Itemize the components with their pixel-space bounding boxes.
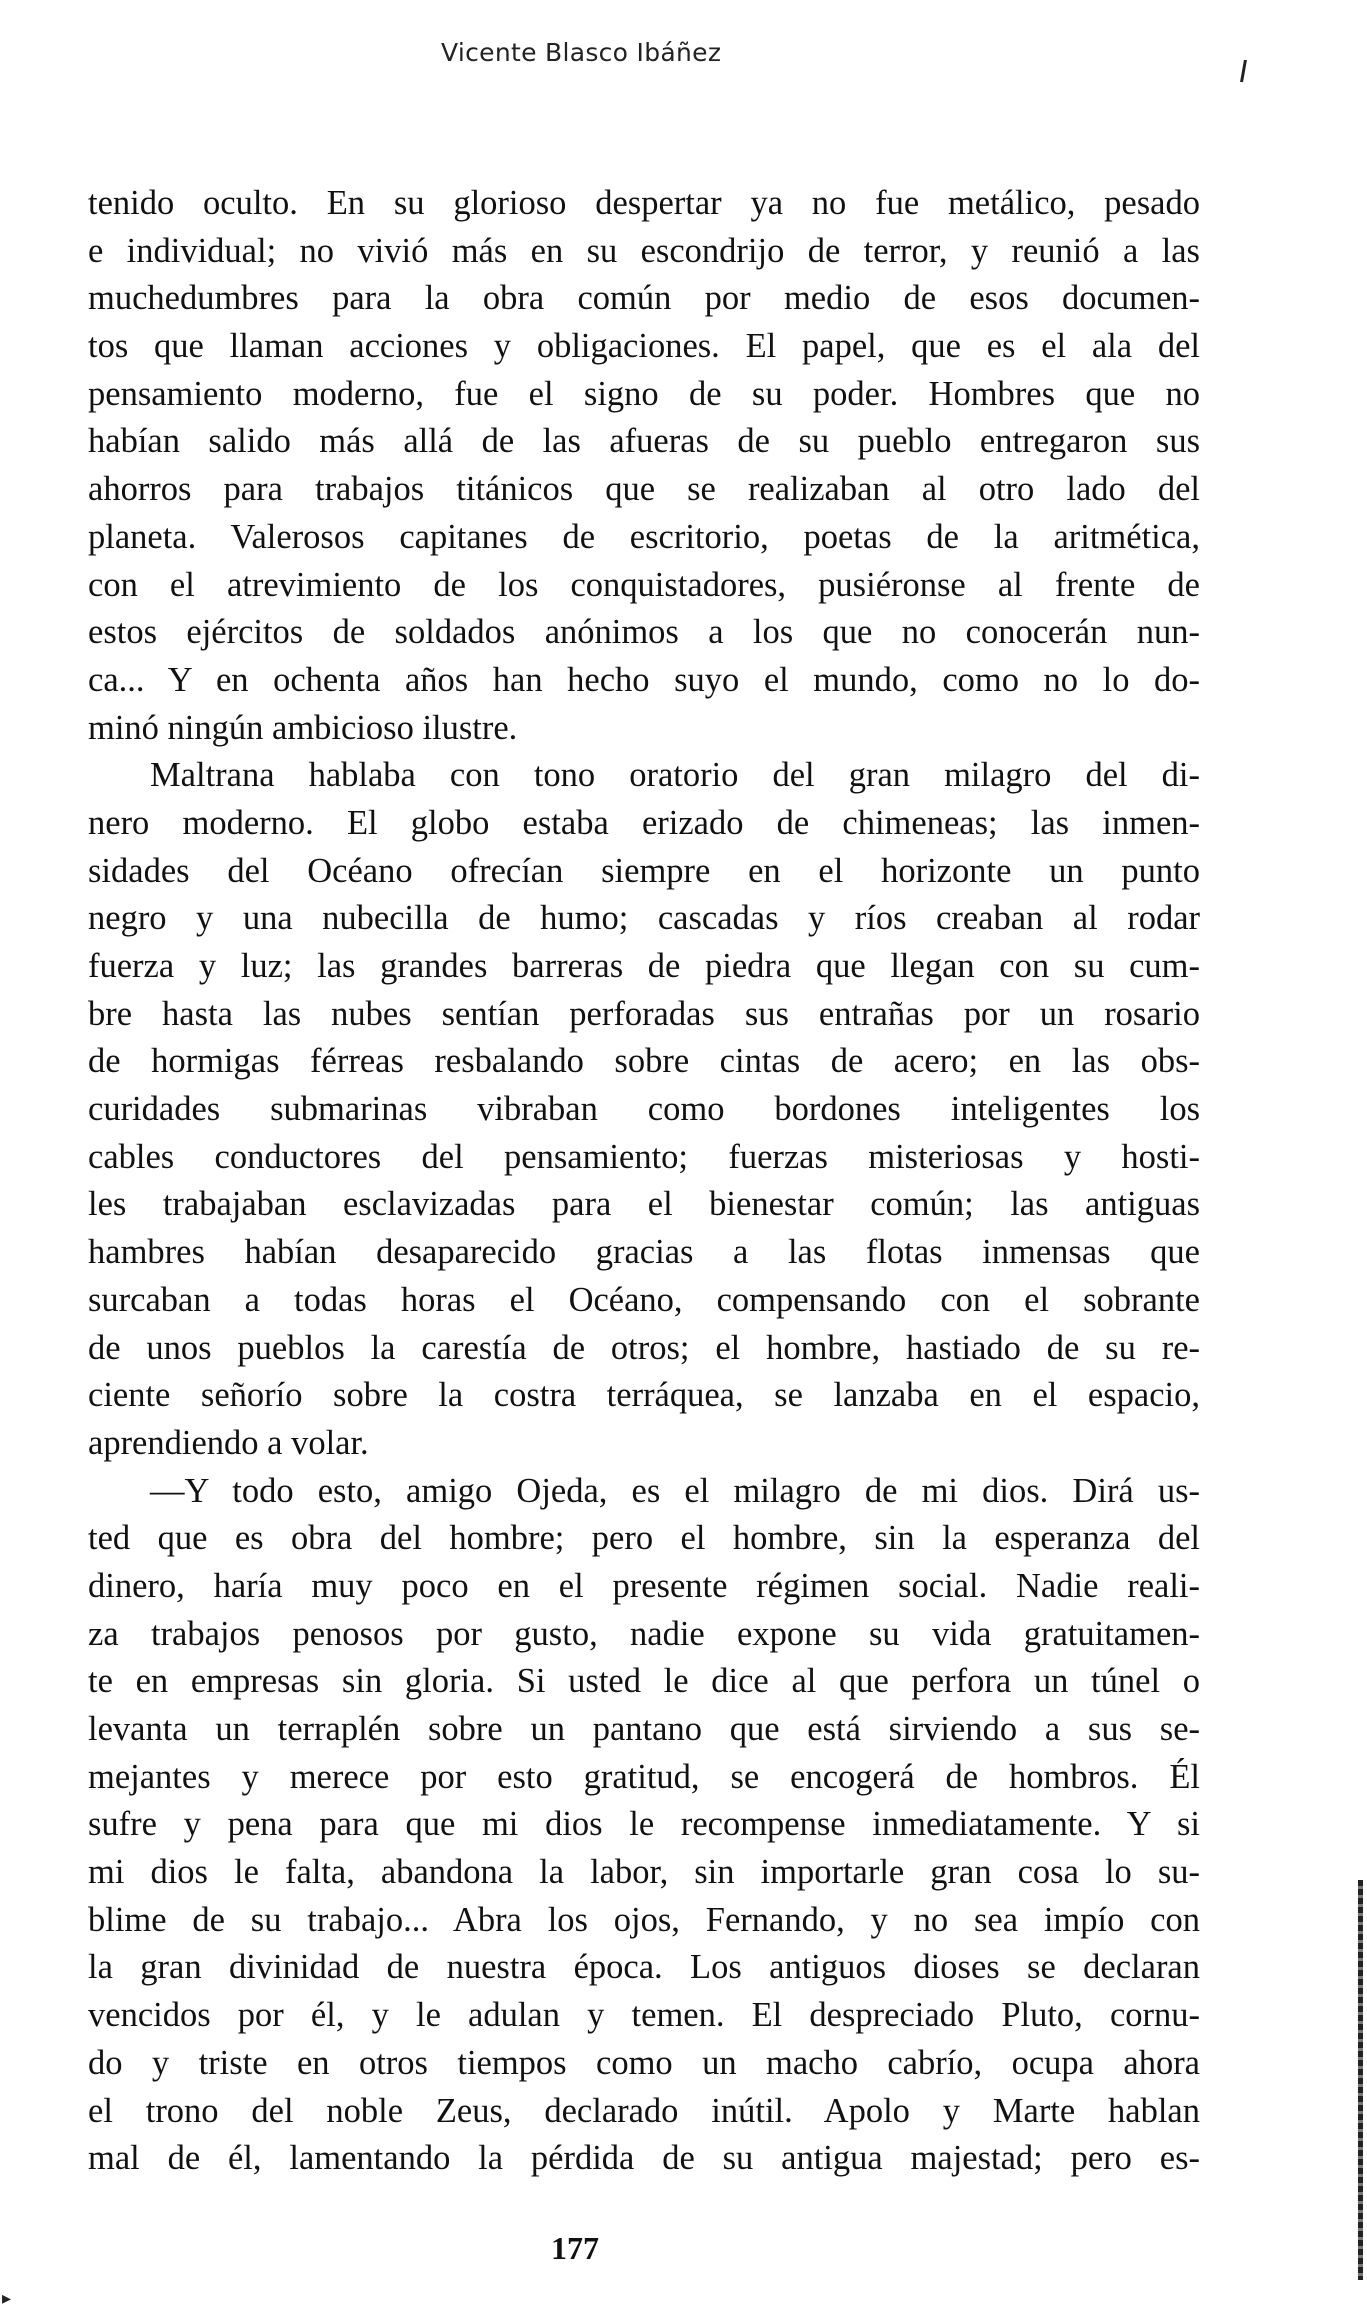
text-line: cables conductores del pensamiento; fuerzas misteriosas y hosti- [88,1137,1200,1176]
text-line: te en empresas sin gloria. Si usted le dice al que perfora un túnel o [88,1662,1200,1701]
text-line: ted que es obra del hombre; pero el hombre, sin la esperanza del [88,1519,1200,1558]
text-line: minó ningún ambicioso ilustre. [88,708,518,747]
text-line: surcaban a todas horas el Océano, compensando con el sobrante [88,1280,1200,1319]
text-line: ciente señorío sobre la costra terráquea, se lanzaba en el espacio, [88,1376,1200,1415]
text-line: bre hasta las nubes sentían perforadas sus entrañas por un rosario [88,994,1200,1033]
text-line: pensamiento moderno, fue el signo de su poder. Hombres que no [88,374,1200,413]
text-line: za trabajos penosos por gusto, nadie expone su vida gratuitamen- [88,1614,1200,1653]
text-line: habían salido más allá de las afueras de su pueblo entregaron sus [88,422,1200,461]
text-line: negro y una nubecilla de humo; cascadas y ríos creaban al rodar [88,899,1200,938]
text-line: planeta. Valerosos capitanes de escritorio, poetas de la aritmética, [88,517,1200,556]
paragraph [88,1468,1200,2183]
text-line: sufre y pena para que mi dios le recompense inmediatamente. Y si [88,1805,1200,1844]
text-line: mejantes y merece por esto gratitud, se encogerá de hombros. Él [88,1757,1200,1796]
text-line: muchedumbres para la obra común por medio de esos documen- [88,279,1200,318]
text-line: vencidos por él, y le adulan y temen. El despreciado Pluto, cornu- [88,1996,1200,2035]
text-line: do y triste en otros tiempos como un macho cabrío, ocupa ahora [88,2043,1200,2082]
text-line: mal de él, lamentando la pérdida de su antigua majestad; pero es- [88,2139,1200,2178]
text-line: tenido oculto. En su glorioso despertar ya no fue metálico, pesado [88,184,1200,222]
scan-edge-shadow [1358,1880,1363,2280]
text-line: sidades del Océano ofrecían siempre en el horizonte un punto [88,851,1200,890]
text-line: curidades submarinas vibraban como bordones inteligentes los [88,1090,1200,1129]
text-line: —Y todo esto, amigo Ojeda, es el milagro de mi dios. Dirá us- [150,1471,1200,1510]
text-line: de hormigas férreas resbalando sobre cintas de acero; en las obs- [88,1042,1200,1081]
text-line: ahorros para trabajos titánicos que se realizaban al otro lado del [88,470,1200,509]
paragraph [88,180,1200,752]
text-line: aprendiendo a volar. [88,1423,369,1462]
text-line: de unos pueblos la carestía de otros; el hombre, hastiado de su re- [88,1328,1200,1367]
text-line: dinero, haría muy poco en el presente régimen social. Nadie reali- [88,1566,1200,1605]
text-line: el trono del noble Zeus, declarado inútil. Apolo y Marte hablan [88,2091,1200,2130]
text-line: hambres habían desaparecido gracias a las flotas inmensas que [88,1233,1200,1272]
text-line: nero moderno. El globo estaba erizado de chimeneas; las inmen- [88,803,1200,842]
text-line: fuerza y luz; las grandes barreras de piedra que llegan con su cum- [88,947,1200,985]
text-line: e individual; no vivió más en su escondrijo de terror, y reunió a las [88,231,1200,270]
text-line: levanta un terraplén sobre un pantano que está sirviendo a sus se- [88,1710,1200,1748]
text-line: les trabajaban esclavizadas para el bienestar común; las antiguas [88,1185,1200,1224]
text-line: mi dios le falta, abandona la labor, sin importarle gran cosa lo su- [88,1853,1200,1892]
text-line: ca... Y en ochenta años han hecho suyo el mundo, como no lo do- [88,660,1200,699]
body-text [88,180,1200,2183]
text-line: tos que llaman acciones y obligaciones. El papel, que es el ala del [88,327,1200,366]
scan-mark [1240,60,1247,82]
text-line: con el atrevimiento de los conquistadores, pusiéronse al frente de [88,565,1200,604]
scan-corner-mark: ▸ [2,2288,12,2309]
paragraph [88,752,1200,1467]
text-line: blime de su trabajo... Abra los ojos, Fernando, y no sea impío con [88,1900,1200,1939]
text-line: la gran divinidad de nuestra época. Los antiguos dioses se declaran [88,1948,1200,1987]
text-line: Maltrana hablaba con tono oratorio del gran milagro del di- [150,756,1200,795]
page-number: 177 [551,2230,599,2266]
text-line: estos ejércitos de soldados anónimos a los que no conocerán nun- [88,613,1200,652]
running-header-author: Vicente Blasco Ibáñez [441,38,722,67]
